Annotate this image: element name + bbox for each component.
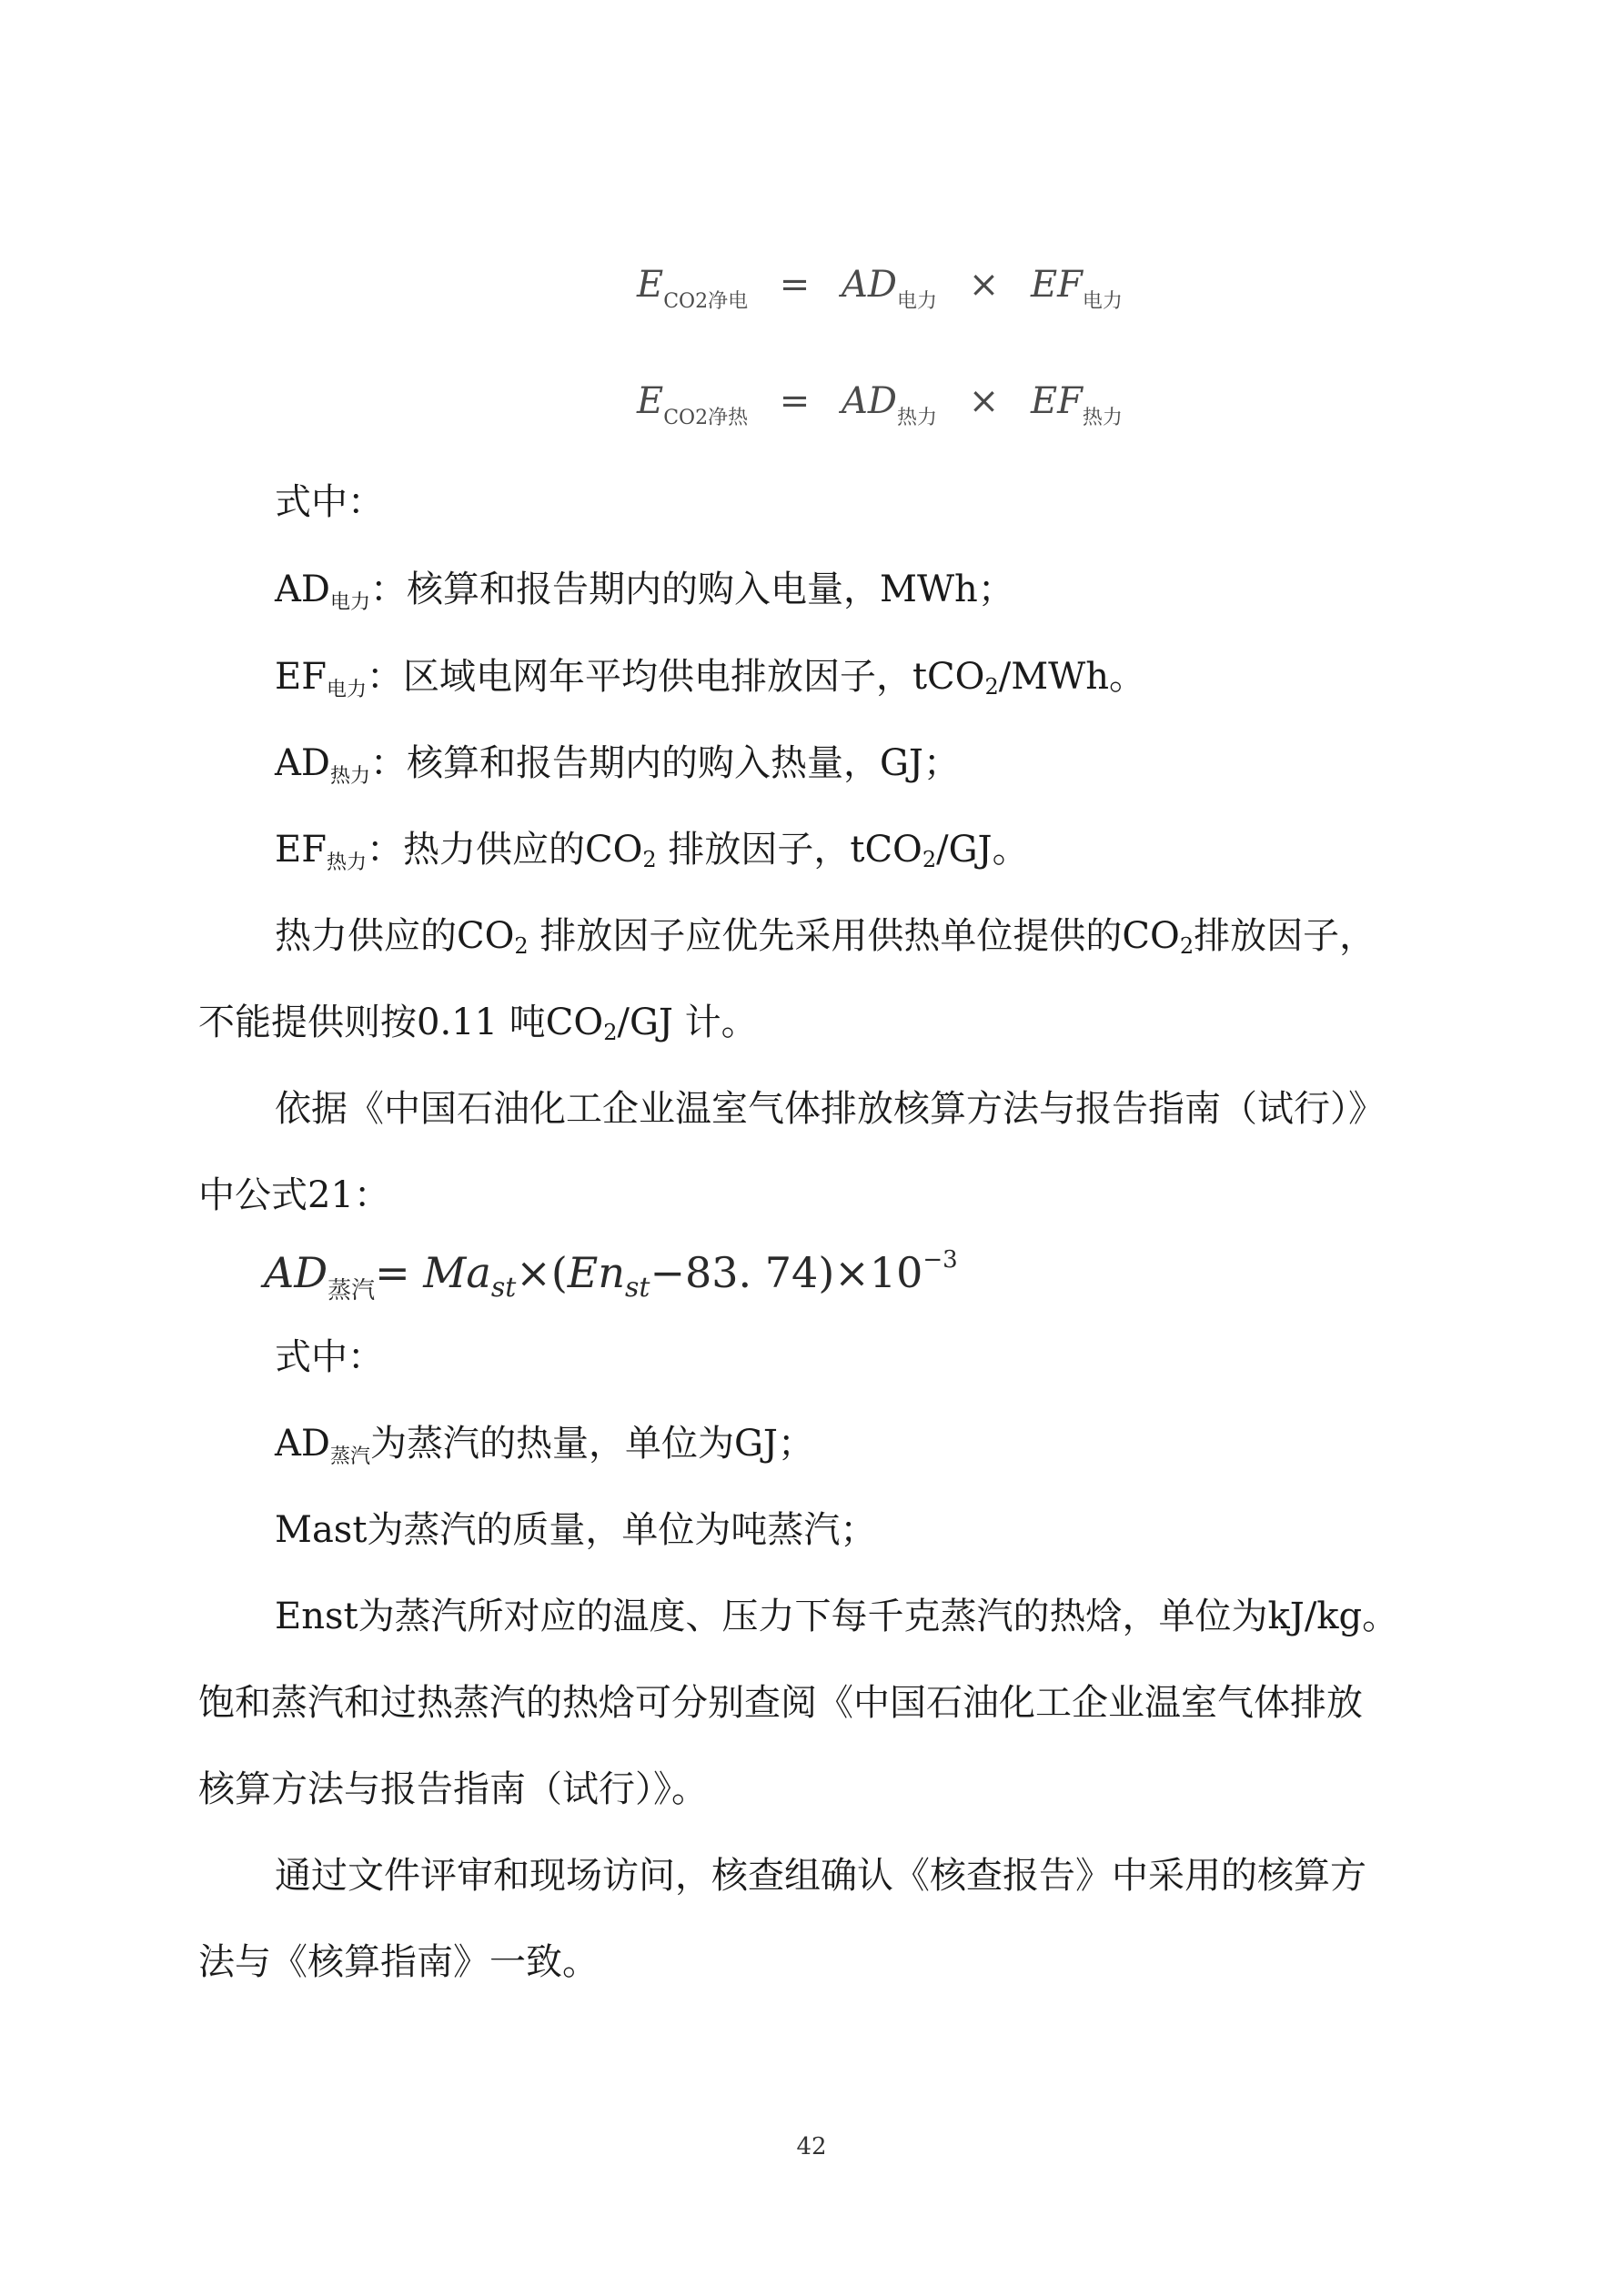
def-ad-steam: $AD_{蒸汽}$为蒸汽的热量，单位为GJ； [275,1423,814,1468]
defs2-intro: 式中： [275,1336,384,1378]
para-heat-line1: 热力供应的CO2 排放因子应优先采用供热单位提供的CO2排放因子， [275,915,1376,959]
para-heat-line2: 不能提供则按0.11 吨CO2/GJ 计。 [198,1002,758,1045]
para-basis-line2: 中公式21： [198,1174,390,1216]
formula-steam-heat: $AD_{蒸汽}= Ma_{st}\times(En_{st}-83$. $74)\times 10^{-3}$ [264,1246,958,1304]
def-ad-heat: $AD_{热力}$：核算和报告期内的购入热量，GJ； [275,742,960,788]
formula-net-heat: $E_{CO2净热} = AD_{热力} \times EF_{热力}$ [637,380,1123,429]
para-basis-line1: 依据《中国石油化工企业温室气体排放核算方法与报告指南（试行）》 [275,1088,1385,1130]
page-number: 42 [796,2133,827,2160]
def-ef-heat: $EF_{热力}$：热力供应的CO2 排放因子，tCO2/GJ。 [275,829,1029,874]
def-ad-power: $AD_{电力}$：核算和报告期内的购入电量，MWh； [275,569,1014,614]
def-enst-line3: 核算方法与报告指南（试行）》。 [198,1768,708,1810]
para-conclusion-line1: 通过文件评审和现场访问，核查组确认《核查报告》中采用的核算方 [275,1855,1366,1897]
def-mast: Mast为蒸汽的质量，单位为吨蒸汽； [275,1509,877,1551]
def-ef-power: $EF_{电力}$：区域电网年平均供电排放因子，tCO2/MWh。 [275,656,1146,701]
formula-net-electricity: $E_{CO2净电} = AD_{电力} \times EF_{电力}$ [637,264,1123,313]
para-conclusion-line2: 法与《核算指南》一致。 [198,1941,599,1983]
def-enst-line2: 饱和蒸汽和过热蒸汽的热焓可分别查阅《中国石油化工企业温室气体排放 [198,1682,1363,1724]
def-enst-line1: Enst为蒸汽所对应的温度、压力下每千克蒸汽的热焓，单位为kJ/kg。 [275,1596,1399,1637]
defs1-intro: 式中： [275,481,384,523]
